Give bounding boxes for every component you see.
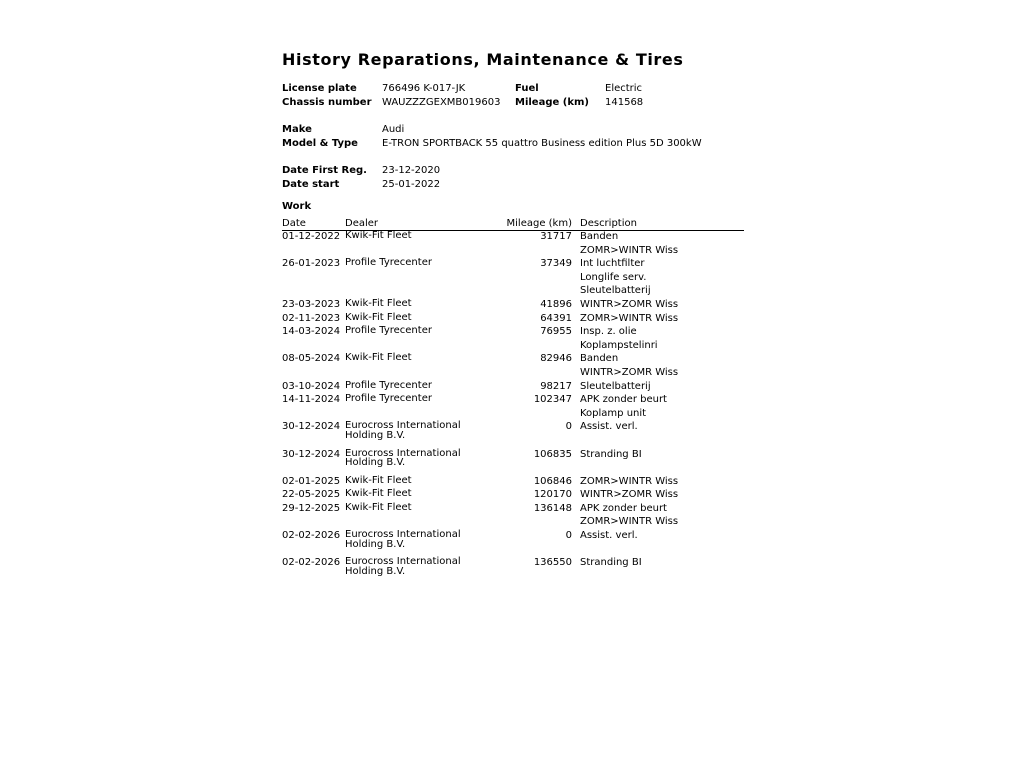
header-dealer: Dealer xyxy=(345,218,379,229)
row-date: 01-12-2022 xyxy=(282,231,341,242)
work-table xyxy=(282,218,744,584)
row-mileage: 76955 xyxy=(540,326,572,338)
row-mileage: 41896 xyxy=(540,298,572,310)
description-line: Stranding BI xyxy=(580,557,642,569)
description-line: WINTR>ZOMR Wiss xyxy=(580,489,679,501)
row-description xyxy=(580,231,678,258)
row-mileage: 106846 xyxy=(533,475,572,487)
description-line: ZOMR>WINTR Wiss xyxy=(580,312,679,324)
row-description xyxy=(580,313,678,327)
row-mileage: 64391 xyxy=(540,312,572,324)
description-line: APK zonder beurt xyxy=(580,502,667,514)
row-description xyxy=(580,394,667,421)
page-title: History Reparations, Maintenance & Tires xyxy=(282,50,684,69)
row-dealer: Kwik-Fit Fleet xyxy=(345,352,412,364)
row-dealer: Kwik-Fit Fleet xyxy=(345,311,412,323)
description-line: Banden xyxy=(580,353,619,365)
header-date: Date xyxy=(282,218,306,229)
row-description xyxy=(580,449,642,463)
table-row xyxy=(282,258,744,299)
table-row xyxy=(282,381,744,395)
row-mileage: 136550 xyxy=(533,557,572,569)
license-plate-value: 766496 K-017-JK xyxy=(382,83,466,94)
row-mileage: 102347 xyxy=(533,394,572,406)
row-date: 22-05-2025 xyxy=(282,489,341,501)
row-dealer: Kwik-Fit Fleet xyxy=(345,230,412,241)
row-dealer: Profile Tyrecenter xyxy=(345,379,432,391)
table-row xyxy=(282,299,744,313)
row-dealer: Eurocross International Holding B.V. xyxy=(345,447,461,469)
row-date: 30-12-2024 xyxy=(282,421,341,433)
description-line: APK zonder beurt xyxy=(580,394,667,406)
row-mileage: 106835 xyxy=(533,448,572,460)
fuel-label: Fuel xyxy=(515,83,539,94)
row-date: 26-01-2023 xyxy=(282,258,341,270)
first-reg-label: Date First Reg. xyxy=(282,165,367,176)
row-dealer: Profile Tyrecenter xyxy=(345,393,432,405)
row-description xyxy=(580,381,651,395)
table-row xyxy=(282,503,744,530)
row-date: 14-03-2024 xyxy=(282,326,341,338)
row-date: 23-03-2023 xyxy=(282,298,341,310)
row-date: 02-02-2026 xyxy=(282,557,341,569)
table-row xyxy=(282,489,744,503)
table-row xyxy=(282,353,744,380)
description-line: Int luchtfilter xyxy=(580,258,645,270)
row-mileage: 120170 xyxy=(533,489,572,501)
table-body xyxy=(282,231,744,584)
row-mileage: 37349 xyxy=(540,258,572,270)
row-dealer: Profile Tyrecenter xyxy=(345,325,432,337)
row-mileage: 0 xyxy=(565,421,572,433)
header-mileage: Mileage (km) xyxy=(506,218,572,229)
table-row xyxy=(282,476,744,490)
work-section-title: Work xyxy=(282,201,312,212)
description-line: WINTR>ZOMR Wiss xyxy=(580,366,679,378)
description-line: Banden xyxy=(580,231,619,242)
row-description xyxy=(580,353,678,380)
license-plate-label: License plate xyxy=(282,83,357,94)
table-row xyxy=(282,449,744,476)
row-description xyxy=(580,299,678,313)
row-description xyxy=(580,503,678,530)
row-date: 29-12-2025 xyxy=(282,502,341,514)
table-row xyxy=(282,394,744,421)
description-line: Sleutelbatterij xyxy=(580,380,651,392)
row-mileage: 98217 xyxy=(540,380,572,392)
description-line: Stranding BI xyxy=(580,448,642,460)
row-dealer: Kwik-Fit Fleet xyxy=(345,501,412,513)
row-dealer: Profile Tyrecenter xyxy=(345,257,432,269)
row-dealer: Kwik-Fit Fleet xyxy=(345,297,412,309)
row-date: 14-11-2024 xyxy=(282,394,341,406)
row-date: 08-05-2024 xyxy=(282,353,341,365)
date-start-label: Date start xyxy=(282,179,340,190)
make-value: Audi xyxy=(382,124,405,135)
description-line: WINTR>ZOMR Wiss xyxy=(580,298,679,310)
row-description xyxy=(580,258,651,299)
table-row xyxy=(282,231,744,258)
row-description xyxy=(580,530,638,544)
row-description xyxy=(580,421,638,435)
description-line: Longlife serv. xyxy=(580,271,647,283)
chassis-value: WAUZZZGEXMB019603 xyxy=(382,97,501,108)
row-description xyxy=(580,326,658,353)
row-mileage: 136148 xyxy=(533,502,572,514)
model-label: Model & Type xyxy=(282,138,358,149)
table-row xyxy=(282,421,744,448)
description-line: Assist. verl. xyxy=(580,421,638,433)
table-row xyxy=(282,557,744,584)
row-date: 02-02-2026 xyxy=(282,530,341,542)
row-date: 02-11-2023 xyxy=(282,312,341,324)
description-line: Insp. z. olie xyxy=(580,326,637,338)
row-dealer: Eurocross International Holding B.V. xyxy=(345,556,461,577)
row-dealer: Eurocross International Holding B.V. xyxy=(345,529,461,550)
description-line: ZOMR>WINTR Wiss xyxy=(580,475,679,487)
row-date: 02-01-2025 xyxy=(282,475,341,487)
date-start-value: 25-01-2022 xyxy=(382,179,441,190)
chassis-label: Chassis number xyxy=(282,97,372,108)
description-line: ZOMR>WINTR Wiss xyxy=(580,516,679,528)
row-description xyxy=(580,489,678,503)
model-value: E-TRON SPORTBACK 55 quattro Business edition Plus 5D 300kW xyxy=(382,138,702,149)
row-date: 30-12-2024 xyxy=(282,448,341,460)
row-mileage: 0 xyxy=(565,530,572,542)
description-line: Sleutelbatterij xyxy=(580,285,651,297)
row-dealer: Eurocross International Holding B.V. xyxy=(345,420,461,441)
row-dealer: Kwik-Fit Fleet xyxy=(345,488,412,500)
row-mileage: 82946 xyxy=(540,353,572,365)
description-line: Koplampstelinri xyxy=(580,339,658,351)
table-row xyxy=(282,313,744,327)
table-row xyxy=(282,326,744,353)
row-mileage: 31717 xyxy=(540,231,572,242)
description-line: Koplamp unit xyxy=(580,407,647,419)
mileage-label: Mileage (km) xyxy=(515,97,589,108)
mileage-value: 141568 xyxy=(605,97,644,108)
fuel-value: Electric xyxy=(605,83,643,94)
row-description xyxy=(580,476,678,490)
row-date: 03-10-2024 xyxy=(282,380,341,392)
row-description xyxy=(580,557,642,571)
description-line: Assist. verl. xyxy=(580,530,638,542)
description-line: ZOMR>WINTR Wiss xyxy=(580,244,679,256)
table-row xyxy=(282,530,744,557)
row-dealer: Kwik-Fit Fleet xyxy=(345,474,412,486)
first-reg-value: 23-12-2020 xyxy=(382,165,441,176)
make-label: Make xyxy=(282,124,312,135)
header-description: Description xyxy=(580,218,637,229)
